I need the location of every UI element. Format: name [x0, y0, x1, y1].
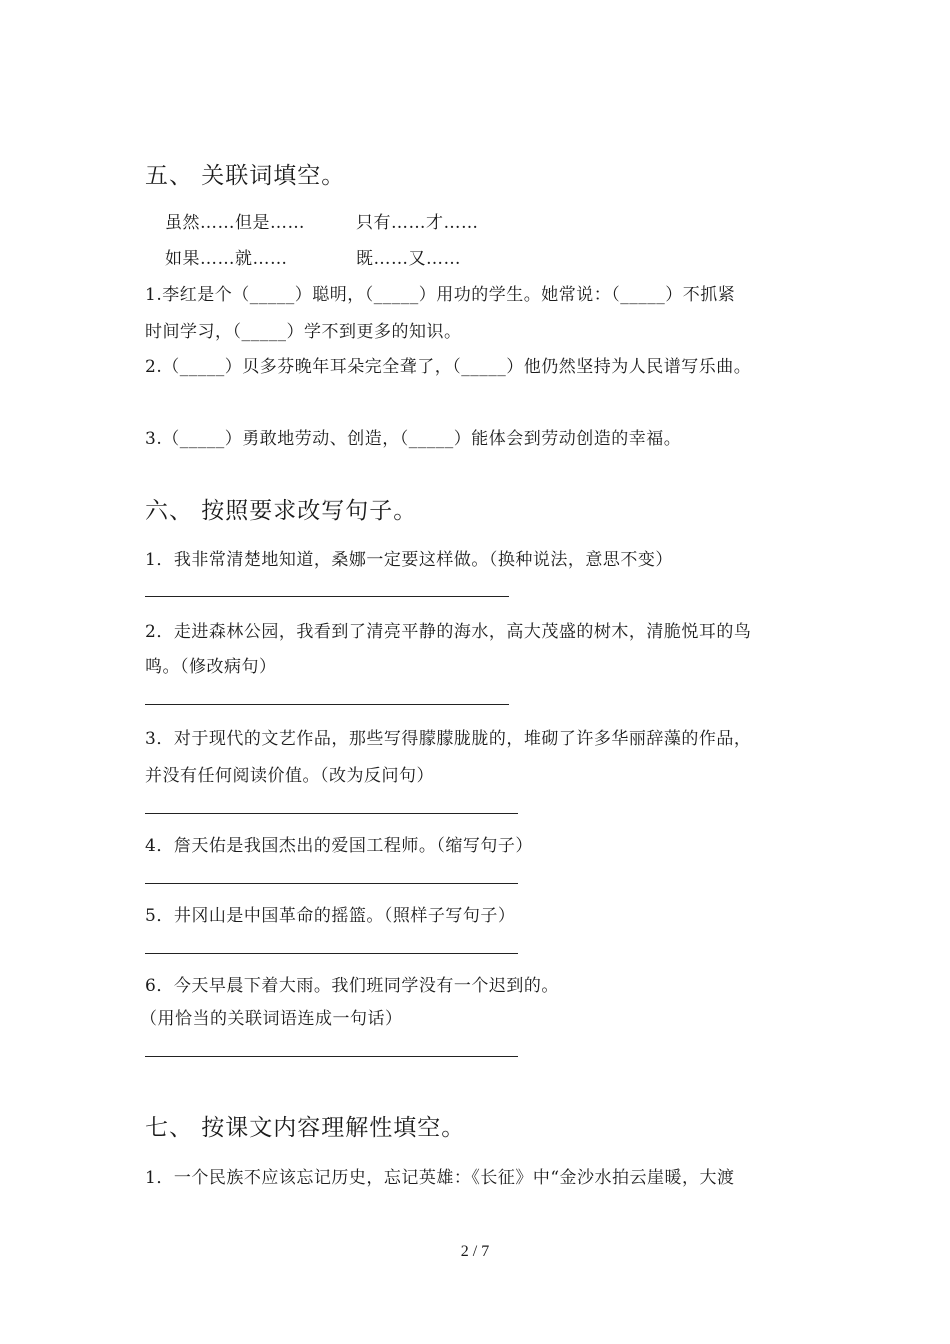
s5-question-1-line-1: 1.李红是个（_____）聪明，（_____）用功的学生。她常说：（_____）不抓紧	[145, 285, 736, 305]
s5-question-2: 2.（_____）贝多芬晚年耳朵完全聋了，（_____）他仍然坚持为人民谱写乐曲。	[145, 357, 752, 377]
option-only-then: 只有……才……	[356, 213, 479, 233]
s6-question-1: 1．我非常清楚地知道，桑娜一定要这样做。（换种说法，意思不变）	[145, 550, 673, 570]
s6-question-6-line-2: （用恰当的关联词语连成一句话）	[140, 1009, 403, 1029]
option-although-but: 虽然……但是……	[165, 213, 305, 233]
section-7-heading: 七、 按课文内容理解性填空。	[145, 1115, 466, 1141]
s7-question-1: 1．一个民族不应该忘记历史，忘记英雄：《长征》中“金沙水拍云崖暖，大渡	[145, 1168, 735, 1188]
s6-answer-line-1[interactable]	[145, 596, 509, 597]
s6-question-3-line-2: 并没有任何阅读价值。（改为反问句）	[145, 766, 434, 786]
s5-question-3: 3.（_____）勇敢地劳动、创造，（_____）能体会到劳动创造的幸福。	[145, 429, 682, 449]
s6-answer-line-4[interactable]	[145, 883, 518, 884]
s6-question-4: 4．詹天佑是我国杰出的爱国工程师。（缩写句子）	[145, 836, 533, 856]
section-5-heading: 五、 关联词填空。	[145, 163, 346, 189]
s5-question-1-line-2: 时间学习，（_____）学不到更多的知识。	[145, 322, 462, 342]
s6-question-5: 5．井冈山是中国革命的摇篮。（照样子写句子）	[145, 906, 516, 926]
section-6-heading: 六、 按照要求改写句子。	[145, 498, 418, 524]
page-number: 2 / 7	[460, 1243, 490, 1260]
s6-question-6-line-1: 6．今天早晨下着大雨。我们班同学没有一个迟到的。	[145, 976, 559, 996]
s6-answer-line-3[interactable]	[145, 813, 518, 814]
s6-question-2-line-2: 鸣。（修改病句）	[145, 657, 277, 677]
s6-answer-line-6[interactable]	[145, 1056, 518, 1057]
option-if-then: 如果……就……	[165, 249, 288, 269]
s6-answer-line-5[interactable]	[145, 953, 518, 954]
s6-answer-line-2[interactable]	[145, 704, 509, 705]
option-both-and: 既……又……	[356, 249, 461, 269]
s6-question-2-line-1: 2．走进森林公园，我看到了清亮平静的海水，高大茂盛的树木，清脆悦耳的鸟	[145, 622, 752, 642]
s6-question-3-line-1: 3．对于现代的文艺作品，那些写得朦朦胧胧的，堆砌了许多华丽辞藻的作品，	[145, 729, 752, 749]
